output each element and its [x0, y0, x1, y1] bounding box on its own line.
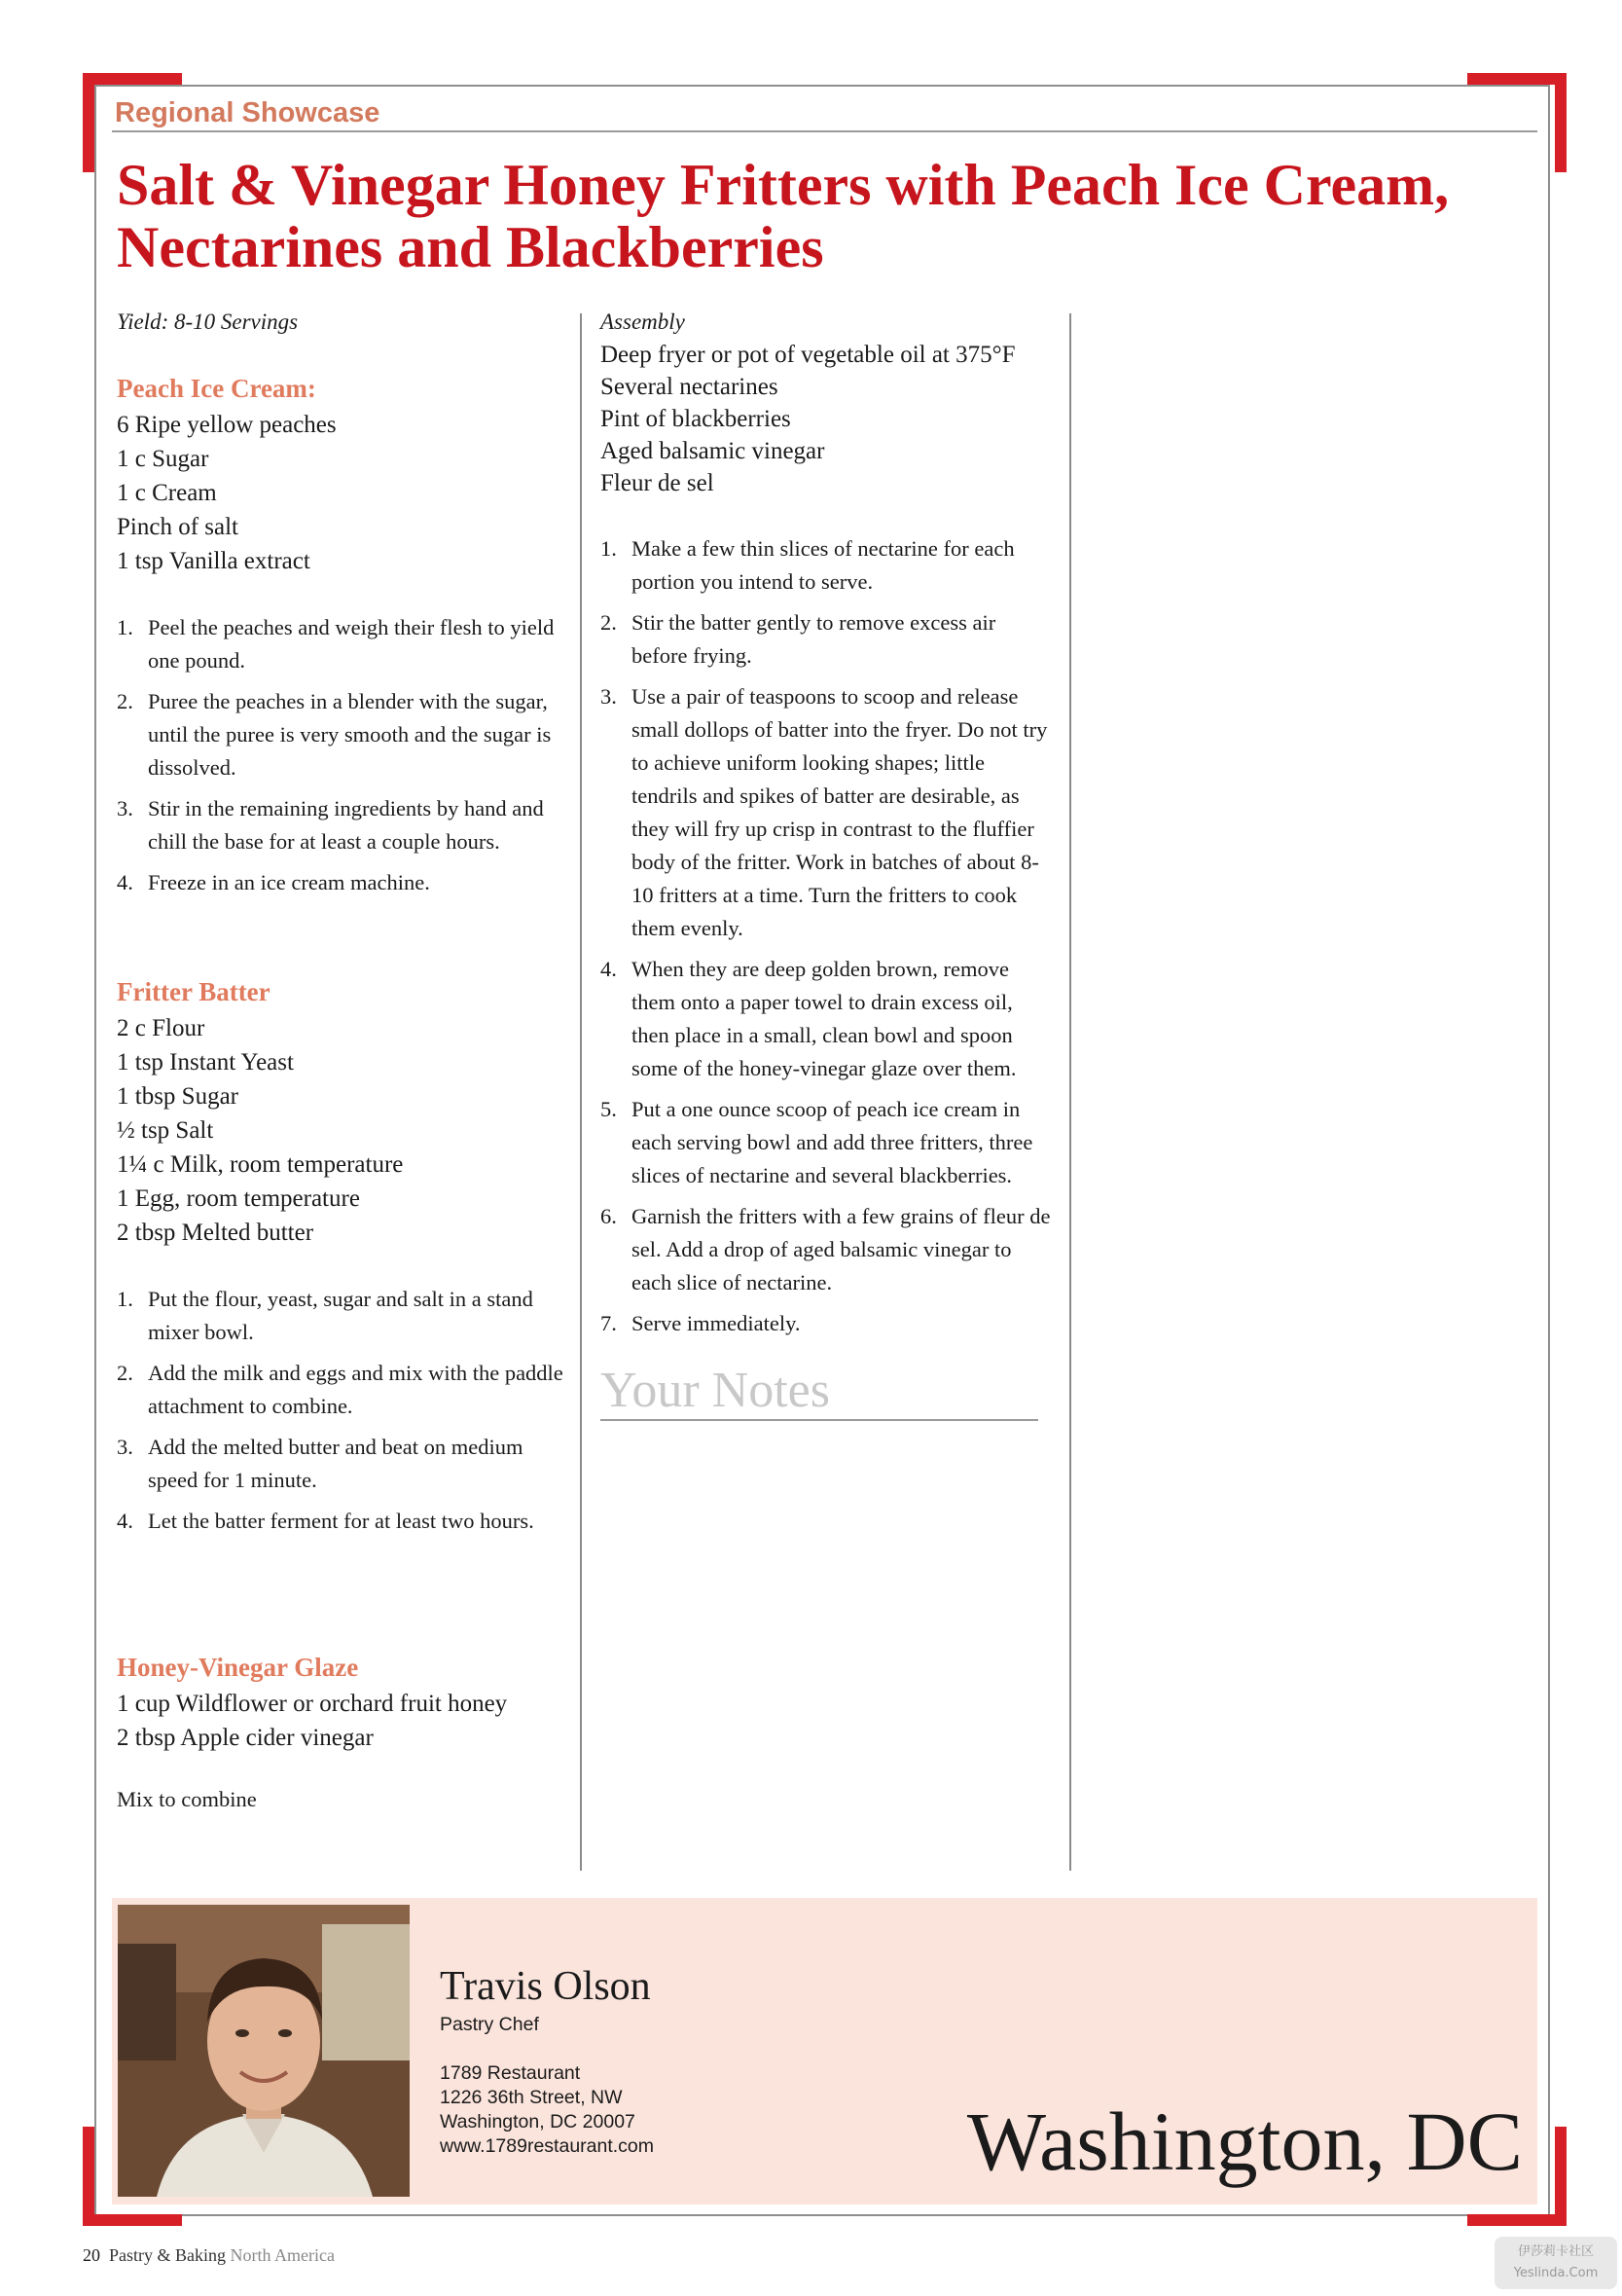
- publication-name: Pastry & Baking: [109, 2245, 226, 2265]
- chef-photo: [118, 1905, 410, 2197]
- city-state-zip: Washington, DC 20007: [440, 2111, 635, 2132]
- step-item: 6. Garnish the fritters with a few grains of fleur de sel. Add a drop of aged balsamic vinegar to each slice of nectarine.: [600, 1204, 1051, 1294]
- peach-ice-cream-section: [117, 374, 564, 907]
- ingredient-line: 1 c Sugar: [117, 446, 209, 472]
- watermark-line-2: Yeslinda.Com: [1513, 2266, 1599, 2280]
- ingredient-line: 6 Ripe yellow peaches: [117, 412, 337, 438]
- peach-ice-cream-ingredients: [117, 408, 564, 578]
- step-item: 1. Make a few thin slices of nectarine for each portion you intend to serve.: [600, 536, 1015, 594]
- page-footer: [83, 2245, 335, 2266]
- step-item: 3. Stir in the remaining ingredients by hand and chill the base for at least a couple hours.: [117, 796, 544, 854]
- fritter-batter-heading: Fritter Batter: [117, 977, 270, 1006]
- ingredient-line: Aged balsamic vinegar: [600, 438, 825, 464]
- recipe-title: Salt & Vinegar Honey Fritters with Peach Ice Cream, Nectarines and Blackberries: [117, 153, 1450, 279]
- ingredient-line: Pinch of salt: [117, 514, 238, 540]
- ingredient-line: 2 tbsp Apple cider vinegar: [117, 1725, 374, 1751]
- glaze-note: Mix to combine: [117, 1787, 257, 1811]
- step-item: 4. Let the batter ferment for at least two hours.: [117, 1509, 534, 1533]
- assembly-heading: Assembly: [600, 310, 685, 334]
- street-address: 1226 36th Street, NW: [440, 2087, 623, 2108]
- chef-name: Travis Olson: [440, 1964, 651, 2009]
- step-item: 7. Serve immediately.: [600, 1311, 801, 1335]
- watermark-line-1: 伊莎莉卡社区: [1517, 2244, 1594, 2259]
- city-title: Washington, DC: [966, 2095, 1523, 2188]
- step-item: 4. Freeze in an ice cream machine.: [117, 870, 430, 894]
- step-item: 4. When they are deep golden brown, remove them onto a paper towel to drain excess oil, then place in a small, clean bowl and spoon some of the honey-vinegar glaze over them.: [600, 957, 1017, 1080]
- ingredient-line: Several nectarines: [600, 374, 778, 400]
- peach-ice-cream-heading: Peach Ice Cream:: [117, 374, 316, 403]
- step-item: 2. Stir the batter gently to remove excess air before frying.: [600, 610, 996, 668]
- notes-rule: [600, 1419, 1038, 1421]
- step-item: 5. Put a one ounce scoop of peach ice cream in each serving bowl and add three fritters, three slices of nectarine and several blackberries.: [600, 1097, 1033, 1187]
- your-notes-label: Your Notes: [600, 1363, 830, 1418]
- glaze-section: [117, 1653, 574, 1812]
- chef-address: [440, 2061, 654, 2159]
- section-label: Regional Showcase: [115, 97, 380, 128]
- assembly-section: [600, 310, 1053, 1421]
- assembly-ingredients: [600, 339, 1053, 499]
- ingredient-line: 1 Egg, room temperature: [117, 1185, 360, 1212]
- peach-ice-cream-steps: [117, 611, 564, 899]
- ingredient-line: 2 c Flour: [117, 1015, 205, 1041]
- ingredient-line: Fleur de sel: [600, 470, 714, 496]
- ingredient-line: 1¼ c Milk, room temperature: [117, 1151, 404, 1178]
- column-divider-1: [580, 313, 582, 1871]
- glaze-heading: Honey-Vinegar Glaze: [117, 1653, 359, 1682]
- chef-portrait-image: [118, 1905, 410, 2197]
- ingredient-line: 1 c Cream: [117, 480, 217, 506]
- step-item: 2. Add the milk and eggs and mix with the paddle attachment to combine.: [117, 1361, 563, 1418]
- column-divider-2: [1069, 313, 1071, 1871]
- header-divider: [112, 130, 1537, 132]
- ingredient-line: 1 tbsp Sugar: [117, 1083, 238, 1110]
- ingredient-line: 1 tsp Vanilla extract: [117, 548, 310, 574]
- step-item: 3. Add the melted butter and beat on medium speed for 1 minute.: [117, 1435, 523, 1492]
- chef-role: Pastry Chef: [440, 2014, 539, 2035]
- page-number: 20: [83, 2245, 100, 2265]
- ingredient-line: 2 tbsp Melted butter: [117, 1220, 314, 1246]
- assembly-steps: [600, 532, 1053, 1340]
- step-item: 2. Puree the peaches in a blender with the sugar, until the puree is very smooth and the sugar is dissolved.: [117, 689, 552, 780]
- ingredient-line: Deep fryer or pot of vegetable oil at 375°F: [600, 342, 1016, 368]
- ingredient-line: Pint of blackberries: [600, 406, 791, 432]
- fritter-batter-section: [117, 977, 564, 1546]
- site-watermark: [1495, 2237, 1617, 2289]
- yield-text: Yield: 8-10 Servings: [117, 310, 299, 334]
- ingredient-line: ½ tsp Salt: [117, 1117, 214, 1144]
- ingredient-line: 1 cup Wildflower or orchard fruit honey: [117, 1691, 508, 1717]
- restaurant-name: 1789 Restaurant: [440, 2062, 581, 2084]
- publication-region: North America: [230, 2245, 335, 2265]
- fritter-batter-ingredients: [117, 1011, 564, 1250]
- step-item: 3. Use a pair of teaspoons to scoop and release small dollops of batter into the fryer. Do not try to achieve uniform looking shapes; little tendrils and spikes of batter are desirable, as they will fry up crisp in contrast to the fluffier body of the fritter. Work in batches of about 8-10 fritters at a time. Turn the fritters to cook them evenly.: [600, 684, 1048, 940]
- ingredient-line: 1 tsp Instant Yeast: [117, 1049, 294, 1075]
- step-item: 1. Put the flour, yeast, sugar and salt in a stand mixer bowl.: [117, 1287, 533, 1344]
- step-item: 1. Peel the peaches and weigh their flesh to yield one pound.: [117, 615, 555, 673]
- website-link[interactable]: www.1789restaurant.com: [440, 2135, 655, 2157]
- fritter-batter-steps: [117, 1283, 564, 1538]
- glaze-ingredients: [117, 1687, 574, 1755]
